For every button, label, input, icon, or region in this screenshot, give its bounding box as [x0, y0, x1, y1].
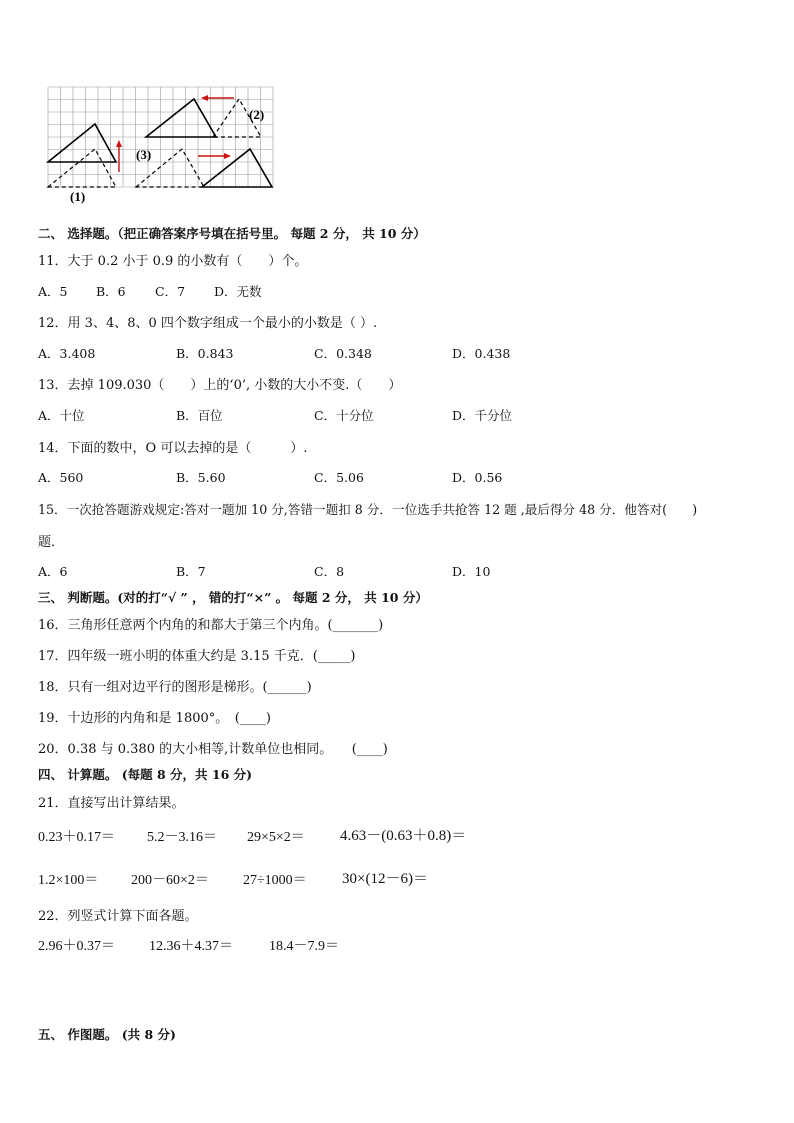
question-13: 13．去掉 109.030（ ）上的‘0’, 小数的大小不变.（ ）: [38, 378, 402, 393]
q13-option-b: B．百位: [176, 408, 223, 423]
arrow-up-icon: [116, 140, 122, 172]
calc-1-1: 0.23＋0.17＝: [38, 830, 115, 845]
q11-option-d: D．无数: [214, 284, 262, 299]
q12-option-b: B．0.843: [176, 346, 234, 361]
q11-option-c: C．7: [155, 284, 186, 299]
q12-option-c: C．0.348: [314, 346, 372, 361]
section-4-heading: 四、 计算题。 (每题 8 分，共 16 分): [38, 767, 253, 782]
calc-2-3: 27÷1000＝: [243, 873, 307, 888]
triangle-translation-figure: [46, 86, 276, 206]
question-20: 20．0.38 与 0.380 的大小相等,计数单位也相同。 (____): [38, 742, 388, 757]
section-5-heading: 五、 作图题。 (共 8 分): [38, 1027, 176, 1042]
triangle-lower-left: [48, 124, 116, 162]
q15-option-c: C．8: [314, 564, 345, 579]
question-18: 18．只有一组对边平行的图形是梯形。(______): [38, 680, 312, 695]
vertical-calc-2: 12.36＋4.37＝: [149, 939, 233, 954]
q13-option-a: A．十位: [38, 408, 85, 423]
q11-option-b: B．6: [96, 284, 126, 299]
question-14: 14．下面的数中，O 可以去掉的是（ ）.: [38, 441, 308, 456]
arrow-right-icon: [198, 153, 231, 159]
question-16: 16．三角形任意两个内角的和都大于第三个内角。(_______): [38, 618, 384, 633]
question-15: 15．一次抢答题游戏规定:答对一题加 10 分,答错一题扣 8 分．一位选手共抢答 12 题 ,最后得分 48 分．他答对( ): [38, 502, 698, 517]
question-22: 22．列竖式计算下面各题。: [38, 909, 198, 924]
calc-1-4: 4.63－(0.63＋0.8)＝: [340, 828, 467, 844]
section-3-heading: 三、 判断题。(对的打“√ ” ， 错的打“×” 。 每题 2 分， 共 10 分）: [38, 590, 428, 605]
figure-label-1: (1): [70, 189, 86, 204]
question-15-continued: 题．: [38, 535, 65, 550]
question-17: 17．四年级一班小明的体重大约是 3.15 千克．(_____): [38, 649, 356, 664]
q12-option-d: D．0.438: [452, 346, 511, 361]
q12-option-a: A．3.408: [38, 346, 96, 361]
vertical-calc-1: 2.96＋0.37＝: [38, 939, 115, 954]
question-12: 12．用 3、4、8、0 四个数字组成一个最小的小数是（ ）.: [38, 316, 378, 331]
arrow-left-icon: [201, 95, 234, 101]
q14-option-d: D．0.56: [452, 470, 503, 485]
question-11: 11．大于 0.2 小于 0.9 的小数有（ ）个。: [38, 254, 308, 269]
q14-option-a: A．560: [38, 470, 84, 485]
q15-option-d: D．10: [452, 564, 491, 579]
question-21: 21．直接写出计算结果。: [38, 796, 185, 811]
question-19: 19．十边形的内角和是 1800°。 (____): [38, 711, 271, 726]
calc-2-2: 200－60×2＝: [131, 873, 209, 888]
q14-option-b: B．5.60: [176, 470, 226, 485]
section-2-heading: 二、 选择题。（把正确答案序号填在括号里。 每题 2 分， 共 10 分）: [38, 226, 426, 241]
figure-label-3: (3): [136, 147, 152, 162]
triangle-upper-middle: [146, 99, 216, 137]
q14-option-c: C．5.06: [314, 470, 364, 485]
q11-option-a: A．5: [38, 284, 68, 299]
q13-option-c: C．十分位: [314, 408, 374, 423]
q15-option-b: B．7: [176, 564, 206, 579]
calc-2-4: 30×(12－6)＝: [342, 871, 428, 887]
figure-label-2: (2): [249, 107, 265, 122]
calc-1-3: 29×5×2＝: [247, 830, 305, 845]
q15-option-a: A．6: [38, 564, 68, 579]
triangle-lower-right: [202, 149, 272, 187]
q13-option-d: D．千分位: [452, 408, 513, 423]
vertical-calc-3: 18.4－7.9＝: [269, 939, 339, 954]
calc-2-1: 1.2×100＝: [38, 873, 99, 888]
calc-1-2: 5.2－3.16＝: [147, 830, 217, 845]
